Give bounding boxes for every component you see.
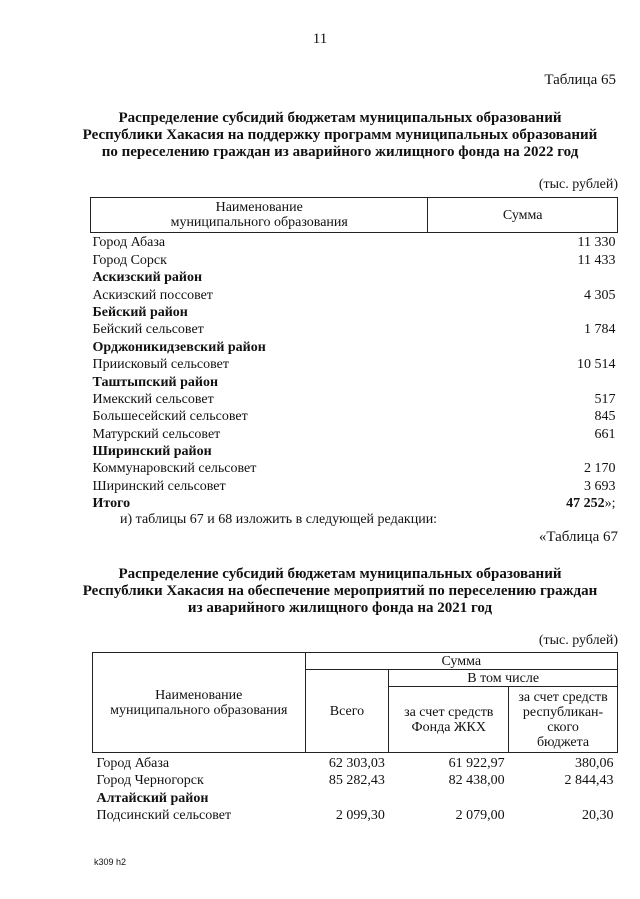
table-row	[93, 771, 618, 789]
header-name-line: Наименование	[215, 200, 303, 215]
table-row	[91, 233, 618, 251]
row-value	[428, 476, 618, 493]
table-67-units: (тыс. рублей)	[538, 633, 618, 648]
table-row	[91, 390, 618, 407]
row-value	[428, 372, 618, 389]
row-republic	[509, 788, 618, 806]
header-name	[91, 198, 428, 233]
row-name: Коммунаровский сельсовет	[92, 461, 257, 477]
row-value	[428, 285, 618, 302]
table-65-body	[91, 233, 618, 512]
title-line: из аварийного жилищного фонда на 2021 год	[187, 600, 493, 616]
row-value	[428, 268, 618, 285]
row-value	[428, 337, 618, 354]
table-row	[93, 806, 618, 824]
row-total	[305, 788, 389, 806]
row-name: Город Абаза	[92, 235, 166, 251]
footer-code: k309 h2	[94, 857, 127, 867]
row-total: 62 303,03	[328, 755, 385, 771]
row-name: Приисковый сельсовет	[92, 357, 229, 373]
row-value-number: 10 514	[577, 357, 616, 373]
row-republic: 20,30	[582, 808, 614, 823]
table-65-label: Таблица 65	[544, 72, 616, 88]
district-row	[91, 442, 618, 459]
row-value	[428, 442, 618, 459]
row-value-number: 47 252	[566, 496, 605, 512]
row-value	[428, 250, 618, 267]
row-name: Орджоникидзевский район	[92, 339, 266, 355]
row-republic: 380,06	[575, 755, 614, 771]
row-name: Город Сорск	[92, 252, 167, 268]
table-65	[90, 197, 618, 511]
district-row	[91, 303, 618, 320]
header-total: Всего	[305, 670, 389, 753]
row-value	[428, 424, 618, 441]
row-value-number: 4 305	[584, 287, 616, 303]
title-line: Распределение субсидий бюджетам муниципальных образований	[118, 566, 562, 582]
row-name: Таштыпский район	[92, 374, 219, 390]
row-value	[428, 355, 618, 372]
district-row	[91, 268, 618, 285]
row-value	[428, 407, 618, 424]
row-value-number: 661	[594, 426, 616, 442]
row-name: Алтайский район	[96, 790, 209, 806]
district-row	[93, 788, 618, 806]
row-name: Город Абаза	[96, 755, 170, 771]
row-name: Имекский сельсовет	[92, 391, 214, 407]
district-row	[91, 337, 618, 354]
header-republic	[509, 687, 618, 753]
row-name: Город Черногорск	[96, 773, 204, 788]
row-value	[428, 320, 618, 337]
page-number: 11	[312, 31, 328, 47]
table-row	[91, 476, 618, 493]
header-republic-line: бюджета	[536, 734, 590, 750]
table-67-label: «Таблица 67	[538, 529, 618, 545]
table-67-body	[93, 753, 618, 824]
table-65-units: (тыс. рублей)	[538, 177, 618, 192]
row-value-suffix: »;	[604, 496, 616, 512]
row-value-number: 11 433	[577, 252, 616, 268]
table-row	[91, 355, 618, 372]
row-value	[428, 303, 618, 320]
amendment-paragraph: и) таблицы 67 и 68 изложить в следующей редакции:	[120, 512, 438, 527]
row-total: 2 099,30	[335, 808, 385, 823]
row-name: Аскизский район	[92, 270, 203, 286]
header-republic-line: ского	[547, 719, 579, 735]
total-row	[91, 494, 618, 511]
row-fund: 2 079,00	[455, 808, 505, 823]
row-name: Большесейский сельсовет	[92, 409, 248, 425]
row-value	[428, 233, 618, 251]
row-total: 85 282,43	[328, 773, 385, 788]
header-name-line: муниципального образования	[110, 702, 288, 718]
row-value-number: 2 170	[584, 461, 616, 477]
row-name: Матурский сельсовет	[92, 426, 221, 442]
title-line: Республики Хакасия на поддержку программ муниципальных образований	[82, 127, 598, 143]
header-name-line: Наименование	[155, 687, 243, 703]
row-name: Аскизский поссовет	[92, 287, 213, 303]
header-name-line: муниципального образования	[170, 215, 348, 230]
header-republic-line: республикан-	[522, 704, 604, 720]
table-row	[93, 753, 618, 771]
row-name: Подсинский сельсовет	[96, 808, 232, 823]
header-name	[93, 653, 306, 753]
row-name: Ширинский сельсовет	[92, 478, 226, 494]
row-value	[428, 390, 618, 407]
row-value-number: 845	[594, 409, 616, 425]
title-line: по переселению граждан из аварийного жилищного фонда на 2022 год	[101, 144, 579, 160]
row-value-number: 517	[594, 391, 616, 407]
row-value	[428, 494, 618, 511]
title-line: Распределение субсидий бюджетам муниципальных образований	[118, 110, 562, 126]
table-row	[91, 407, 618, 424]
row-name: Бейский район	[92, 304, 188, 320]
table-67-title	[60, 566, 620, 617]
district-row	[91, 372, 618, 389]
header-republic-line: за счет средств	[518, 689, 608, 705]
row-name: Ширинский район	[92, 444, 212, 460]
header-including: В том числе	[389, 670, 618, 687]
row-name: Итого	[92, 496, 131, 512]
row-fund: 61 922,97	[448, 755, 505, 771]
header-sum: Сумма	[428, 198, 618, 233]
table-row	[91, 285, 618, 302]
table-67	[92, 652, 618, 823]
table-row	[91, 320, 618, 337]
row-value-number: 1 784	[584, 322, 616, 338]
row-fund	[389, 788, 509, 806]
header-fund-line: Фонда ЖКХ	[411, 719, 486, 735]
row-republic: 2 844,43	[564, 773, 614, 788]
header-fund	[389, 687, 509, 753]
header-sum: Сумма	[305, 653, 617, 670]
table-row	[91, 250, 618, 267]
row-fund: 82 438,00	[448, 773, 505, 788]
row-value-number: 3 693	[584, 478, 616, 494]
row-name: Бейский сельсовет	[92, 322, 204, 338]
row-value-number: 11 330	[577, 235, 616, 251]
table-row	[91, 424, 618, 441]
table-row	[91, 459, 618, 476]
row-value	[428, 459, 618, 476]
title-line: Республики Хакасия на обеспечение мероприятий по переселению граждан	[82, 583, 598, 599]
table-65-title	[60, 110, 620, 161]
header-fund-line: за счет средств	[404, 704, 494, 720]
